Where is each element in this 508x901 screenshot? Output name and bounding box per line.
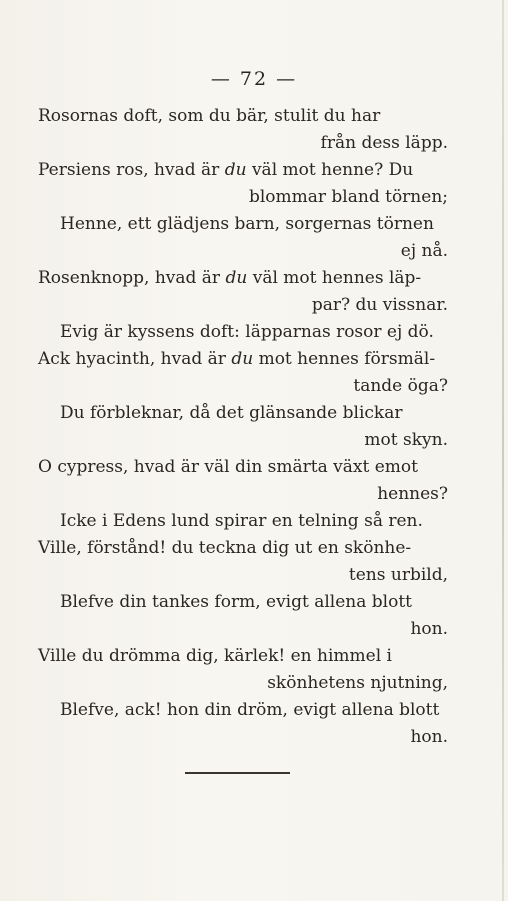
line-text: blommar bland törnen;	[248, 187, 448, 207]
poem-line	[38, 319, 448, 346]
poem-line	[38, 184, 448, 211]
poem-line	[38, 481, 448, 508]
line-text: Ville du drömma dig, kärlek! en himmel i	[38, 646, 392, 666]
line-text: Rosenknopp, hvad är	[38, 268, 226, 288]
poem-text	[38, 103, 448, 751]
poem-line	[38, 292, 448, 319]
poem-line	[38, 616, 448, 643]
line-text: väl mot hennes läp-	[247, 268, 422, 288]
line-text: tande öga?	[353, 376, 448, 396]
poem-line	[38, 346, 448, 373]
line-text: skönhetens njutning,	[267, 673, 448, 693]
poem-line	[38, 670, 448, 697]
line-text: Icke i Edens lund spirar en telning så ren.	[60, 511, 423, 531]
line-text: Rosornas doft, som du bär, stulit du har	[38, 106, 381, 126]
page-number: — 72 —	[210, 68, 298, 90]
line-text: Henne, ett glädjens barn, sorgernas törnen	[60, 214, 434, 234]
poem-line	[38, 400, 448, 427]
end-rule	[185, 772, 290, 774]
line-text: hennes?	[377, 484, 448, 504]
poem-line	[38, 157, 448, 184]
page-edge	[502, 0, 504, 901]
poem-line	[38, 535, 448, 562]
line-text: hon.	[410, 619, 448, 639]
line-text: Evig är kyssens doft: läpparnas rosor ej dö.	[60, 322, 434, 342]
poem-line	[38, 508, 448, 535]
poem-line	[38, 454, 448, 481]
line-text: mot skyn.	[364, 430, 448, 450]
poem-line	[38, 589, 448, 616]
line-text: tens urbild,	[348, 565, 448, 585]
line-text: hon.	[410, 727, 448, 747]
poem-line	[38, 238, 448, 265]
line-text: från dess läpp.	[320, 133, 448, 153]
poem-line	[38, 562, 448, 589]
line-text: mot hennes försmäl-	[253, 349, 436, 369]
poem-line	[38, 265, 448, 292]
poem-line	[38, 211, 448, 238]
line-text: Blefve din tankes form, evigt allena blott	[60, 592, 413, 612]
poem-line	[38, 373, 448, 400]
line-text: Du förbleknar, då det glänsande blickar	[60, 403, 403, 423]
poem-line	[38, 427, 448, 454]
line-text: väl mot henne? Du	[246, 160, 414, 180]
line-text: O cypress, hvad är väl din smärta växt emot	[38, 457, 418, 477]
emphasized-word: du	[225, 268, 248, 288]
poem-line	[38, 643, 448, 670]
poem-line	[38, 103, 448, 130]
emphasized-word: du	[224, 160, 247, 180]
line-text: Ville, förstånd! du teckna dig ut en skönhe-	[38, 538, 412, 558]
emphasized-word: du	[231, 349, 254, 369]
line-text: Ack hyacinth, hvad är	[38, 349, 232, 369]
line-text: par? du vissnar.	[311, 295, 448, 315]
line-text: Persiens ros, hvad är	[38, 160, 225, 180]
poem-line	[38, 724, 448, 751]
poem-line	[38, 130, 448, 157]
line-text: ej nå.	[400, 241, 448, 261]
poem-line	[38, 697, 448, 724]
line-text: Blefve, ack! hon din dröm, evigt allena blott	[60, 700, 440, 720]
